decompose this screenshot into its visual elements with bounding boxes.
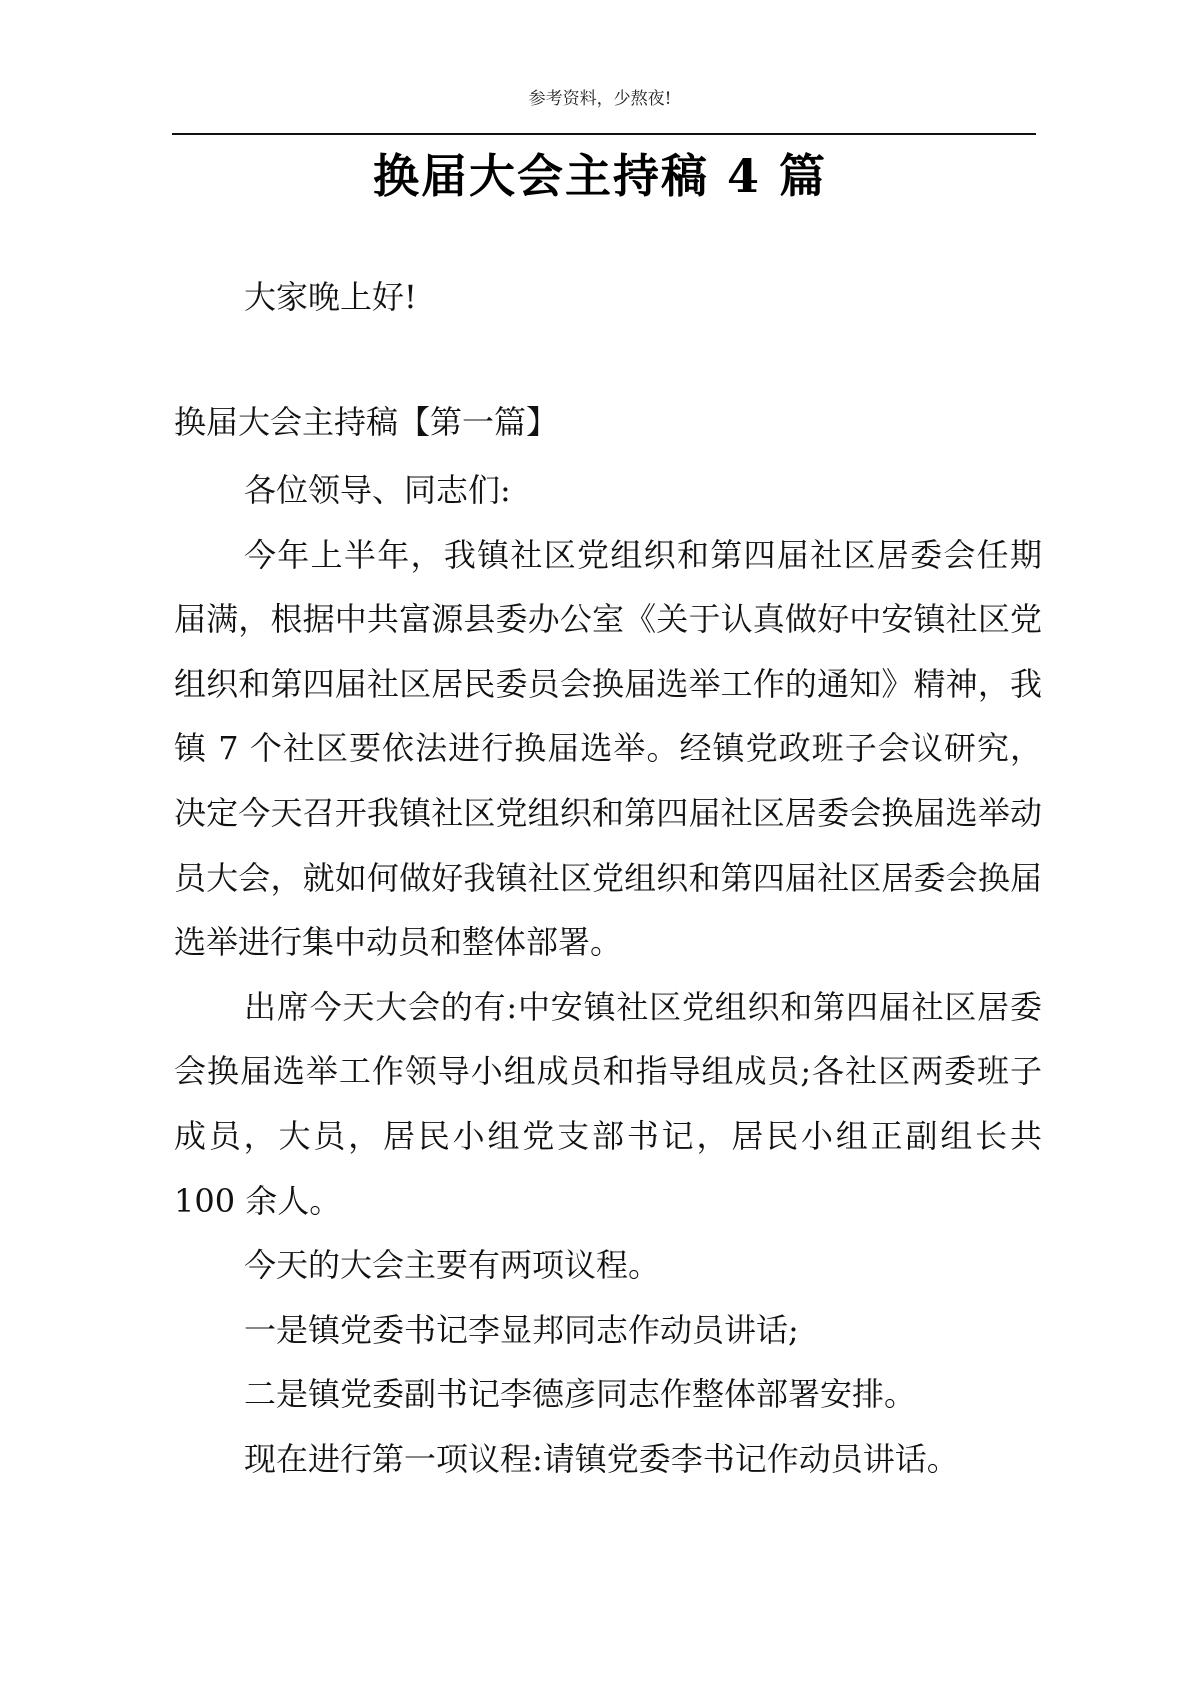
document-title: 换届大会主持稿 4 篇 xyxy=(372,149,828,203)
paragraph-first-agenda: 现在进行第一项议程:请镇党委李书记作动员讲话。 xyxy=(244,1439,959,1478)
paragraph-agenda-item-2: 二是镇党委副书记李德彦同志作整体部署安排。 xyxy=(244,1375,917,1414)
section-heading: 换届大会主持稿【第一篇】 xyxy=(174,403,559,441)
paragraph-background: 今年上半年，我镇社区党组织和第四届社区居委会任期届满，根据中共富源县委办公室《关于认真做好中安镇社区党组织和第四届社区居民委员会换届选举工作的通知》精神，我镇 7 个社区要依法进行换届选举。经镇党政班子会议研究，决定今天召开我镇社区党组织和第四届社区居委会换届选举动员大会，就如何做好我镇社区党组织和第四届社区居委会换届选举进行集中动员和整体部署。 xyxy=(174,535,1042,962)
paragraph-agenda-item-1: 一是镇党委书记李显邦同志作动员讲话; xyxy=(244,1310,799,1349)
header-divider xyxy=(172,133,1036,135)
paragraph-salutation: 各位领导、同志们: xyxy=(244,471,511,509)
greeting-line: 大家晚上好! xyxy=(244,278,417,316)
paragraph-agenda-intro: 今天的大会主要有两项议程。 xyxy=(244,1246,661,1285)
body-text xyxy=(174,458,1042,1492)
header-note: 参考资料，少熬夜! xyxy=(528,89,672,109)
paragraph-attendees: 出席今天大会的有:中安镇社区党组织和第四届社区居委会换届选举工作领导小组成员和指导组成员;各社区两委班子成员，大员，居民小组党支部书记，居民小组正副组长共 100 余人。 xyxy=(174,987,1042,1220)
